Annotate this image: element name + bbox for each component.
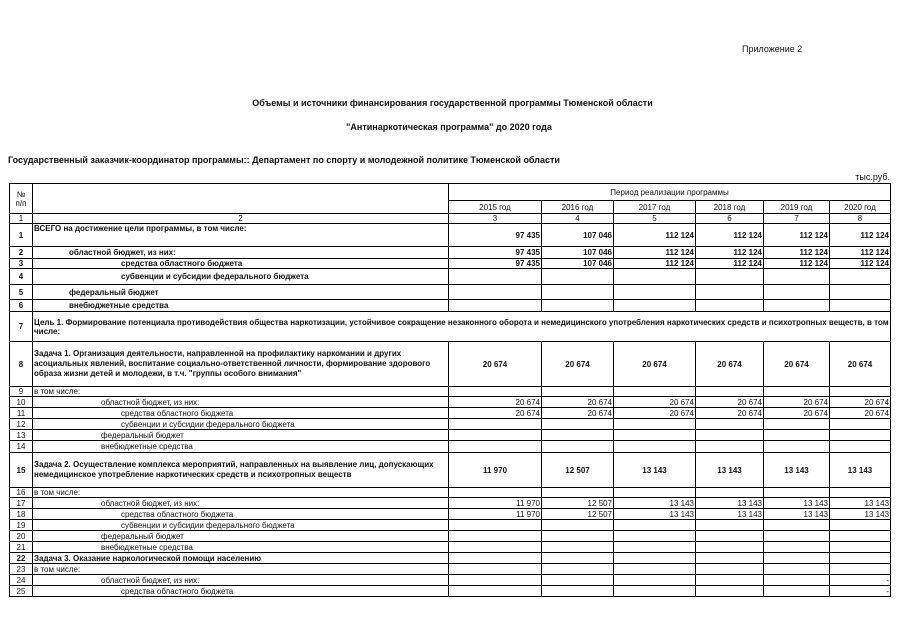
- value-cell: [764, 564, 830, 575]
- table-row: [10, 397, 891, 408]
- row-label: субвенции и субсидии федерального бюджета: [33, 269, 449, 285]
- row-label: средства областного бюджета: [33, 509, 449, 520]
- table-row: [10, 259, 891, 269]
- value-cell: 11 970: [449, 509, 542, 520]
- value-cell: 13 143: [830, 498, 891, 509]
- value-cell: 107 046: [542, 224, 614, 247]
- row-label: ВСЕГО на достижение цели программы, в том числе:: [33, 224, 449, 247]
- row-number: 16: [10, 488, 33, 498]
- value-cell: 20 674: [696, 397, 764, 408]
- row-label: в том числе:: [33, 488, 449, 498]
- value-cell: [614, 564, 696, 575]
- value-cell: 112 124: [830, 247, 891, 259]
- value-cell: [614, 430, 696, 441]
- value-cell: [696, 586, 764, 597]
- units-label: тыс.руб.: [855, 172, 890, 182]
- value-cell: [764, 542, 830, 553]
- row-number: 19: [10, 520, 33, 531]
- value-cell: [614, 285, 696, 300]
- value-cell: [542, 441, 614, 453]
- value-cell: [449, 419, 542, 430]
- value-cell: 13 143: [614, 453, 696, 488]
- value-cell: 12 507: [542, 498, 614, 509]
- table-row: [10, 269, 891, 285]
- table-row: [10, 498, 891, 509]
- value-cell: 20 674: [764, 408, 830, 419]
- value-cell: [696, 553, 764, 564]
- value-cell: [764, 387, 830, 397]
- row-label: областной бюджет, из них:: [33, 575, 449, 586]
- value-cell: [542, 553, 614, 564]
- row-number: 12: [10, 419, 33, 430]
- header-number-sign: №: [16, 189, 26, 199]
- table-row: [10, 419, 891, 430]
- year-header: 2017 год: [614, 201, 696, 214]
- value-cell: [696, 387, 764, 397]
- value-cell: -: [830, 586, 891, 597]
- value-cell: [614, 269, 696, 285]
- value-cell: 13 143: [696, 509, 764, 520]
- value-cell: 112 124: [696, 259, 764, 269]
- value-cell: 112 124: [614, 259, 696, 269]
- value-cell: 112 124: [614, 247, 696, 259]
- year-header: 2016 год: [542, 201, 614, 214]
- value-cell: [449, 575, 542, 586]
- year-header: 2015 год: [449, 201, 542, 214]
- header-number: [10, 184, 33, 214]
- row-label: Задача 2. Осуществление комплекса мероприятий, направленных на выявление лиц, допускающих немедицинское употребление наркотических средств и психотропных веществ: [33, 453, 449, 488]
- row-number: 24: [10, 575, 33, 586]
- value-cell: 20 674: [614, 397, 696, 408]
- value-cell: 13 143: [614, 498, 696, 509]
- table-row: [10, 387, 891, 397]
- table-row: [10, 441, 891, 453]
- value-cell: 107 046: [542, 247, 614, 259]
- value-cell: 20 674: [614, 342, 696, 387]
- column-number: 1: [10, 214, 33, 224]
- value-cell: 97 435: [449, 247, 542, 259]
- value-cell: [696, 430, 764, 441]
- value-cell: [696, 300, 764, 312]
- appendix-label: Приложение 2: [742, 44, 803, 54]
- column-number: 7: [764, 214, 830, 224]
- value-cell: [449, 542, 542, 553]
- value-cell: [542, 387, 614, 397]
- value-cell: [764, 300, 830, 312]
- value-cell: [614, 419, 696, 430]
- row-label: областной бюджет, из них:: [33, 397, 449, 408]
- row-label: субвенции и субсидии федерального бюджета: [33, 419, 449, 430]
- row-number: 1: [10, 224, 33, 247]
- row-number: 17: [10, 498, 33, 509]
- value-cell: [614, 441, 696, 453]
- value-cell: 13 143: [764, 509, 830, 520]
- value-cell: [542, 285, 614, 300]
- value-cell: 112 124: [696, 247, 764, 259]
- value-cell: 20 674: [830, 342, 891, 387]
- table-row: [10, 453, 891, 488]
- header-description: [33, 184, 449, 214]
- value-cell: [542, 564, 614, 575]
- row-label: средства областного бюджета: [33, 259, 449, 269]
- value-cell: [696, 441, 764, 453]
- table-row: [10, 509, 891, 520]
- value-cell: 13 143: [696, 453, 764, 488]
- row-number: 22: [10, 553, 33, 564]
- value-cell: 112 124: [696, 224, 764, 247]
- value-cell: [449, 531, 542, 542]
- row-number: 21: [10, 542, 33, 553]
- value-cell: [696, 575, 764, 586]
- table-row: [10, 285, 891, 300]
- row-label: областной бюджет, из них:: [33, 498, 449, 509]
- value-cell: [764, 488, 830, 498]
- value-cell: [764, 575, 830, 586]
- table-row: [10, 300, 891, 312]
- header-period: Период реализации программы: [449, 184, 891, 201]
- value-cell: [542, 531, 614, 542]
- table-row: [10, 312, 891, 342]
- value-cell: 20 674: [696, 408, 764, 419]
- value-cell: [542, 542, 614, 553]
- value-cell: [449, 586, 542, 597]
- value-cell: [449, 430, 542, 441]
- header-row-period: [10, 184, 891, 201]
- row-label: в том числе:: [33, 564, 449, 575]
- row-label: средства областного бюджета: [33, 408, 449, 419]
- value-cell: [614, 575, 696, 586]
- value-cell: [449, 387, 542, 397]
- value-cell: 20 674: [449, 342, 542, 387]
- value-cell: 13 143: [830, 509, 891, 520]
- value-cell: [830, 300, 891, 312]
- table-row: [10, 224, 891, 247]
- document-subtitle: "Антинаркотическая программа" до 2020 года: [346, 122, 552, 132]
- row-number: 20: [10, 531, 33, 542]
- table-row: [10, 542, 891, 553]
- table-row: [10, 531, 891, 542]
- table-row: [10, 342, 891, 387]
- year-header: 2018 год: [696, 201, 764, 214]
- row-label: внебюджетные средства: [33, 300, 449, 312]
- value-cell: [614, 553, 696, 564]
- column-number: 8: [830, 214, 891, 224]
- row-number: 3: [10, 259, 33, 269]
- value-cell: 112 124: [614, 224, 696, 247]
- value-cell: [764, 285, 830, 300]
- row-number: 23: [10, 564, 33, 575]
- value-cell: 107 046: [542, 259, 614, 269]
- value-cell: 13 143: [764, 453, 830, 488]
- table-row: [10, 247, 891, 259]
- value-cell: 112 124: [830, 259, 891, 269]
- value-cell: 13 143: [764, 498, 830, 509]
- row-number: 9: [10, 387, 33, 397]
- value-cell: [614, 586, 696, 597]
- value-cell: [830, 542, 891, 553]
- value-cell: [614, 488, 696, 498]
- value-cell: 20 674: [542, 342, 614, 387]
- row-number: 10: [10, 397, 33, 408]
- value-cell: [542, 488, 614, 498]
- value-cell: [696, 542, 764, 553]
- table-row: [10, 586, 891, 597]
- row-label: субвенции и субсидии федерального бюджета: [33, 520, 449, 531]
- table-row: [10, 520, 891, 531]
- row-label: Цель 1. Формирование потенциала противодействия общества наркотизации, устойчивое сокращение незаконного оборота и немедицинского употребления наркотических средств и психотропных веществ, в том числе:: [33, 312, 891, 342]
- value-cell: [830, 419, 891, 430]
- column-number: 3: [449, 214, 542, 224]
- value-cell: [764, 269, 830, 285]
- value-cell: 20 674: [542, 408, 614, 419]
- value-cell: [830, 488, 891, 498]
- value-cell: 20 674: [449, 397, 542, 408]
- row-label: федеральный бюджет: [33, 285, 449, 300]
- value-cell: [542, 419, 614, 430]
- value-cell: 112 124: [764, 224, 830, 247]
- value-cell: 20 674: [764, 342, 830, 387]
- value-cell: 20 674: [764, 397, 830, 408]
- row-label: федеральный бюджет: [33, 531, 449, 542]
- column-number: 4: [542, 214, 614, 224]
- table-row: [10, 564, 891, 575]
- value-cell: [696, 269, 764, 285]
- value-cell: [696, 419, 764, 430]
- value-cell: [449, 520, 542, 531]
- value-cell: [696, 564, 764, 575]
- value-cell: [696, 488, 764, 498]
- value-cell: 97 435: [449, 224, 542, 247]
- table-row: [10, 430, 891, 441]
- value-cell: [614, 520, 696, 531]
- value-cell: 97 435: [449, 259, 542, 269]
- value-cell: [542, 430, 614, 441]
- value-cell: [830, 564, 891, 575]
- value-cell: [764, 586, 830, 597]
- value-cell: [696, 285, 764, 300]
- value-cell: 20 674: [830, 397, 891, 408]
- row-number: 18: [10, 509, 33, 520]
- row-number: 25: [10, 586, 33, 597]
- row-label: Задача 3. Оказание наркологической помощи населению: [33, 553, 449, 564]
- row-label: в том числе:: [33, 387, 449, 397]
- value-cell: [830, 531, 891, 542]
- year-header: 2019 год: [764, 201, 830, 214]
- value-cell: [830, 430, 891, 441]
- value-cell: [449, 285, 542, 300]
- row-label: федеральный бюджет: [33, 430, 449, 441]
- value-cell: 20 674: [542, 397, 614, 408]
- column-number: 5: [614, 214, 696, 224]
- value-cell: [542, 520, 614, 531]
- value-cell: 11 970: [449, 453, 542, 488]
- value-cell: [614, 542, 696, 553]
- header-row-column-numbers: [10, 214, 891, 224]
- value-cell: 13 143: [614, 509, 696, 520]
- year-header: 2020 год: [830, 201, 891, 214]
- row-label: областной бюджет, из них:: [33, 247, 449, 259]
- value-cell: [542, 269, 614, 285]
- value-cell: [764, 520, 830, 531]
- value-cell: [449, 441, 542, 453]
- value-cell: [696, 531, 764, 542]
- row-number: 2: [10, 247, 33, 259]
- value-cell: [449, 564, 542, 575]
- value-cell: [449, 300, 542, 312]
- value-cell: 112 124: [764, 259, 830, 269]
- column-number: 2: [33, 214, 449, 224]
- value-cell: [764, 553, 830, 564]
- value-cell: [614, 300, 696, 312]
- column-number: 6: [696, 214, 764, 224]
- value-cell: 112 124: [764, 247, 830, 259]
- row-number: 15: [10, 453, 33, 488]
- value-cell: [614, 531, 696, 542]
- value-cell: 20 674: [830, 408, 891, 419]
- value-cell: [830, 520, 891, 531]
- value-cell: 112 124: [830, 224, 891, 247]
- row-label: средства областного бюджета: [33, 586, 449, 597]
- value-cell: [830, 285, 891, 300]
- value-cell: [830, 387, 891, 397]
- value-cell: 20 674: [449, 408, 542, 419]
- row-number: 7: [10, 312, 33, 342]
- value-cell: 20 674: [614, 408, 696, 419]
- program-customer: Государственный заказчик-координатор программы:: Департамент по спорту и молодежной политике Тюменской области: [8, 155, 560, 165]
- table-row: [10, 488, 891, 498]
- value-cell: -: [830, 575, 891, 586]
- value-cell: [449, 269, 542, 285]
- value-cell: 13 143: [696, 498, 764, 509]
- row-number: 4: [10, 269, 33, 285]
- value-cell: [764, 419, 830, 430]
- financing-table: [9, 183, 891, 597]
- value-cell: 12 507: [542, 509, 614, 520]
- row-number: 5: [10, 285, 33, 300]
- table-row: [10, 553, 891, 564]
- value-cell: [542, 300, 614, 312]
- row-label: внебюджетные средства: [33, 441, 449, 453]
- value-cell: [542, 575, 614, 586]
- row-label: внебюджетные средства: [33, 542, 449, 553]
- value-cell: [449, 553, 542, 564]
- value-cell: [696, 520, 764, 531]
- value-cell: 13 143: [830, 453, 891, 488]
- value-cell: 11 970: [449, 498, 542, 509]
- value-cell: [614, 387, 696, 397]
- row-number: 6: [10, 300, 33, 312]
- row-number: 11: [10, 408, 33, 419]
- value-cell: [542, 586, 614, 597]
- value-cell: 12 507: [542, 453, 614, 488]
- value-cell: [830, 553, 891, 564]
- row-number: 14: [10, 441, 33, 453]
- table-row: [10, 575, 891, 586]
- value-cell: [830, 441, 891, 453]
- row-label: Задача 1. Организация деятельности, направленной на профилактику наркомании и других асоциальных явлений, воспитание социально-ответственной личности, формирование здорового образа жизни детей и молодежи, в т.ч. "группы особого внимания": [33, 342, 449, 387]
- document-title: Объемы и источники финансирования государственной программы Тюменской области: [252, 98, 653, 108]
- value-cell: [830, 269, 891, 285]
- value-cell: [764, 430, 830, 441]
- table-row: [10, 408, 891, 419]
- header-number-pp: п/п: [15, 198, 27, 208]
- value-cell: [449, 488, 542, 498]
- row-number: 13: [10, 430, 33, 441]
- value-cell: [764, 441, 830, 453]
- value-cell: 20 674: [696, 342, 764, 387]
- row-number: 8: [10, 342, 33, 387]
- table-body: [10, 224, 891, 597]
- value-cell: [764, 531, 830, 542]
